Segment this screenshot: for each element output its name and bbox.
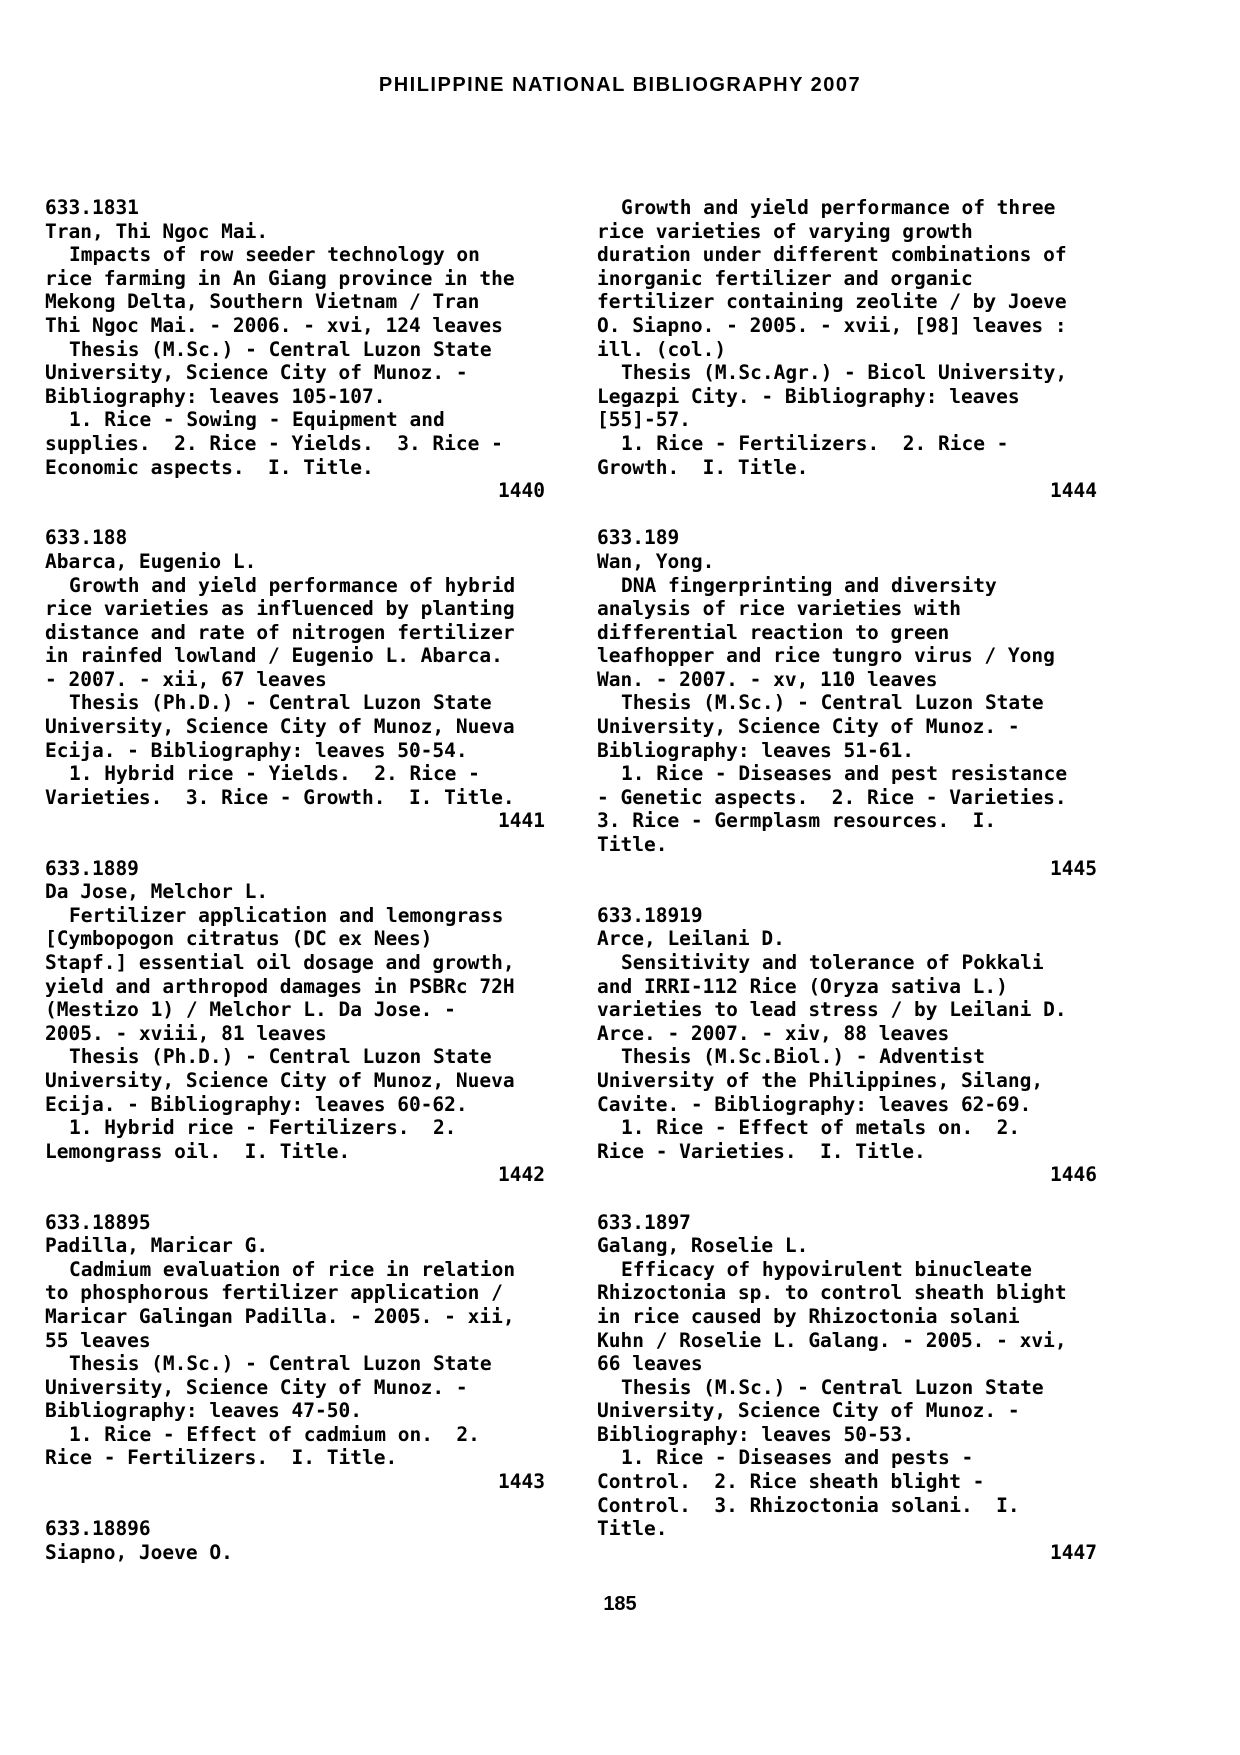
entry-line: Thesis (Ph.D.) - Central Luzon State: [69, 691, 492, 715]
entry-line: Thesis (M.Sc.) - Central Luzon State: [69, 337, 492, 361]
entry-line: 1. Rice - Effect of metals on. 2.: [621, 1116, 1021, 1140]
entry-line: Wan. - 2007. - xv, 110 leaves: [597, 667, 938, 691]
entry-line: University, Science City of Munoz. -: [597, 715, 1020, 739]
entry-line: 633.18896: [45, 1517, 151, 1541]
entry-line: University, Science City of Munoz. -: [597, 1399, 1020, 1423]
entry-line: Control. 3. Rhizoctonia solani. I.: [597, 1493, 1020, 1517]
entry-line: distance and rate of nitrogen fertilizer: [45, 620, 515, 644]
bibliography-entry: [45, 196, 545, 503]
entry-number: 1444: [1050, 479, 1097, 503]
entry-line: Cavite. - Bibliography: leaves 62-69.: [597, 1092, 1032, 1116]
entry-line: 1. Rice - Sowing - Equipment and: [69, 408, 445, 432]
entry-line: Title.: [597, 1517, 668, 1541]
entry-line: Stapf.] essential oil dosage and growth,: [45, 951, 515, 974]
entry-line: Mekong Delta, Southern Vietnam / Tran: [45, 290, 480, 314]
entry-line: Padilla, Maricar G.: [45, 1234, 269, 1258]
entry-line: yield and arthropod damages in PSBRc 72H: [45, 974, 515, 998]
entry-number: 1440: [498, 479, 545, 503]
entry-line: rice farming in An Giang province in the: [45, 266, 515, 290]
entry-line: Thesis (Ph.D.) - Central Luzon State: [69, 1045, 492, 1069]
entry-line: Thesis (M.Sc.Biol.) - Adventist: [621, 1045, 985, 1069]
entry-line: University, Science City of Munoz, Nueva: [45, 1068, 515, 1092]
bibliography-entry: [597, 526, 1097, 880]
entry-line: inorganic fertilizer and organic: [597, 266, 973, 290]
entry-line: rice varieties as influenced by planting: [45, 597, 515, 621]
left-column: [45, 196, 545, 1588]
bibliography-entry: [597, 1211, 1097, 1565]
entry-line: Bibliography: leaves 50-53.: [597, 1422, 914, 1446]
right-column: [597, 196, 1097, 1588]
entry-line: Growth. I. Title.: [597, 455, 809, 479]
entry-line: Efficacy of hypovirulent binucleate: [621, 1257, 1032, 1281]
entry-line: Thi Ngoc Mai. - 2006. - xvi, 124 leaves: [45, 313, 503, 337]
entry-line: Ecija. - Bibliography: leaves 60-62.: [45, 1092, 468, 1116]
entry-line: - 2007. - xii, 67 leaves: [45, 667, 327, 691]
entry-line: - Genetic aspects. 2. Rice - Varieties.: [597, 785, 1067, 809]
entry-line: Rice - Varieties. I. Title.: [597, 1139, 926, 1163]
entry-line: Thesis (M.Sc.) - Central Luzon State: [69, 1352, 492, 1376]
entry-line: Tran, Thi Ngoc Mai.: [45, 219, 269, 243]
entry-line: DNA fingerprinting and diversity: [621, 573, 997, 597]
entry-line: Lemongrass oil. I. Title.: [45, 1139, 351, 1163]
page-header-title: PHILIPPINE NATIONAL BIBLIOGRAPHY 2007: [378, 74, 862, 96]
entry-line: Siapno, Joeve O.: [45, 1540, 233, 1564]
entry-line: 66 leaves: [597, 1352, 703, 1376]
entry-line: (Mestizo 1) / Melchor L. Da Jose. -: [45, 998, 456, 1022]
entry-line: University, Science City of Munoz. -: [45, 361, 468, 385]
entry-line: Sensitivity and tolerance of Pokkali: [621, 951, 1044, 974]
entry-number: 1445: [1050, 856, 1097, 880]
entry-line: in rainfed lowland / Eugenio L. Abarca.: [45, 644, 503, 668]
entry-line: 633.18895: [45, 1210, 151, 1234]
entry-line: Growth and yield performance of three: [621, 196, 1056, 219]
entry-line: to phosphorous fertilizer application /: [45, 1281, 503, 1305]
entry-line: Cadmium evaluation of rice in relation: [69, 1257, 516, 1281]
entry-line: 633.1897: [597, 1210, 691, 1234]
bibliography-entry: [597, 904, 1097, 1187]
entry-line: Bibliography: leaves 51-61.: [597, 738, 914, 762]
entry-line: Arce. - 2007. - xiv, 88 leaves: [597, 1021, 950, 1045]
entry-number: 1441: [498, 809, 545, 833]
entry-line: 55 leaves: [45, 1328, 151, 1352]
entry-line: Kuhn / Roselie L. Galang. - 2005. - xvi,: [597, 1328, 1067, 1352]
entry-number: 1443: [498, 1470, 545, 1494]
entry-line: 633.189: [597, 526, 680, 550]
entry-line: 633.1889: [45, 856, 139, 880]
entry-line: fertilizer containing zeolite / by Joeve: [597, 290, 1067, 314]
entry-line: analysis of rice varieties with: [597, 597, 961, 621]
entry-line: 1. Rice - Diseases and pests -: [621, 1446, 974, 1470]
entry-line: 1. Rice - Fertilizers. 2. Rice -: [621, 431, 1009, 455]
entry-line: Abarca, Eugenio L.: [45, 549, 257, 573]
entry-number: 1447: [1050, 1540, 1097, 1564]
entry-line: Bibliography: leaves 47-50.: [45, 1399, 362, 1423]
bibliography-entry: [597, 196, 1097, 503]
entry-line: duration under different combinations of: [597, 243, 1067, 267]
entry-number: 1446: [1050, 1163, 1097, 1187]
entry-line: and IRRI-112 Rice (Oryza sativa L.): [597, 974, 1008, 998]
page-number: 185: [603, 1593, 637, 1615]
entry-line: University of the Philippines, Silang,: [597, 1068, 1044, 1092]
entry-line: Thesis (M.Sc.Agr.) - Bicol University,: [621, 361, 1068, 385]
entry-line: Da Jose, Melchor L.: [45, 880, 269, 904]
bibliography-entry: [45, 1517, 545, 1564]
entry-line: University, Science City of Munoz. -: [45, 1375, 468, 1399]
bibliography-entry: [45, 857, 545, 1187]
entry-line: Thesis (M.Sc.) - Central Luzon State: [621, 691, 1044, 715]
entry-line: University, Science City of Munoz, Nueva: [45, 715, 515, 739]
entry-line: rice varieties of varying growth: [597, 219, 973, 243]
entry-line: Galang, Roselie L.: [597, 1234, 809, 1258]
entry-line: Thesis (M.Sc.) - Central Luzon State: [621, 1375, 1044, 1399]
entry-line: Varieties. 3. Rice - Growth. I. Title.: [45, 785, 515, 809]
entry-line: 633.1831: [45, 196, 139, 219]
entry-line: [Cymbopogon citratus (DC ex Nees): [45, 927, 433, 951]
entry-line: 1. Hybrid rice - Fertilizers. 2.: [69, 1116, 457, 1140]
entry-line: 2005. - xviii, 81 leaves: [45, 1021, 327, 1045]
entry-line: Wan, Yong.: [597, 549, 715, 573]
entry-line: 1. Hybrid rice - Yields. 2. Rice -: [69, 762, 480, 786]
entry-line: Rhizoctonia sp. to control sheath blight: [597, 1281, 1067, 1305]
entry-line: 1. Rice - Effect of cadmium on. 2.: [69, 1422, 480, 1446]
entry-line: Bibliography: leaves 105-107.: [45, 384, 386, 408]
entry-line: Maricar Galingan Padilla. - 2005. - xii,: [45, 1304, 515, 1328]
entry-line: Title.: [597, 833, 668, 857]
entry-line: 633.18919: [597, 903, 703, 927]
entry-line: Rice - Fertilizers. I. Title.: [45, 1446, 398, 1470]
entry-line: Ecija. - Bibliography: leaves 50-54.: [45, 738, 468, 762]
entry-line: differential reaction to green: [597, 620, 950, 644]
entry-line: Impacts of row seeder technology on: [69, 243, 480, 267]
entry-line: in rice caused by Rhizoctonia solani: [597, 1304, 1020, 1328]
entry-line: supplies. 2. Rice - Yields. 3. Rice -: [45, 431, 503, 455]
entry-line: 1. Rice - Diseases and pest resistance: [621, 762, 1068, 786]
entry-line: Economic aspects. I. Title.: [45, 455, 374, 479]
entry-number: 1442: [498, 1163, 545, 1187]
entry-line: [55]-57.: [597, 408, 691, 432]
entry-line: 3. Rice - Germplasm resources. I.: [597, 809, 997, 833]
entry-line: Growth and yield performance of hybrid: [69, 573, 516, 597]
entry-line: leafhopper and rice tungro virus / Yong: [597, 644, 1055, 668]
bibliography-entry: [45, 526, 545, 833]
entry-line: Legazpi City. - Bibliography: leaves: [597, 384, 1020, 408]
entry-line: varieties to lead stress / by Leilani D.: [597, 998, 1067, 1022]
entry-line: Control. 2. Rice sheath blight -: [597, 1470, 985, 1494]
entry-line: Fertilizer application and lemongrass: [69, 903, 504, 927]
bibliography-entry: [45, 1211, 545, 1494]
entry-line: O. Siapno. - 2005. - xvii, [98] leaves :: [597, 313, 1067, 337]
entry-line: Arce, Leilani D.: [597, 927, 785, 951]
entry-line: ill. (col.): [597, 337, 727, 361]
entry-line: 633.188: [45, 526, 128, 550]
